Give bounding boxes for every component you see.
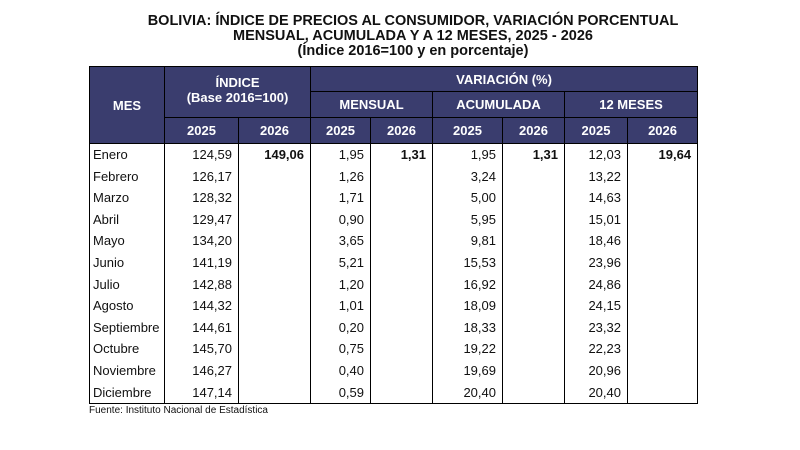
value-cell: 1,31	[371, 144, 433, 166]
month-cell: Julio	[90, 274, 165, 296]
value-cell: 3,24	[433, 166, 503, 188]
title-line-3: (Índice 2016=100 y en porcentaje)	[297, 43, 529, 59]
value-cell: 3,65	[311, 230, 371, 252]
value-cell: 134,20	[165, 230, 239, 252]
month-cell: Marzo	[90, 187, 165, 209]
value-cell: 23,32	[565, 317, 628, 339]
table-row	[90, 252, 698, 274]
month-cell: Noviembre	[90, 360, 165, 382]
month-cell: Octubre	[90, 338, 165, 360]
month-cell: Enero	[90, 144, 165, 166]
table-title	[88, 14, 738, 59]
value-cell: 145,70	[165, 338, 239, 360]
value-cell	[503, 295, 565, 317]
value-cell: 1,01	[311, 295, 371, 317]
year-header: 2026	[503, 118, 565, 144]
value-cell	[503, 274, 565, 296]
table-row	[90, 274, 698, 296]
value-cell	[371, 252, 433, 274]
year-header: 2025	[565, 118, 628, 144]
value-cell: 1,95	[433, 144, 503, 166]
value-cell: 5,95	[433, 209, 503, 231]
value-cell: 147,14	[165, 382, 239, 404]
value-cell	[371, 360, 433, 382]
value-cell: 1,26	[311, 166, 371, 188]
month-cell: Febrero	[90, 166, 165, 188]
column-header-mes: MES	[90, 67, 165, 144]
month-cell: Junio	[90, 252, 165, 274]
table-row	[90, 317, 698, 339]
value-cell	[239, 252, 311, 274]
value-cell: 18,46	[565, 230, 628, 252]
value-cell: 13,22	[565, 166, 628, 188]
value-cell: 128,32	[165, 187, 239, 209]
value-cell: 1,71	[311, 187, 371, 209]
value-cell	[239, 187, 311, 209]
table-row	[90, 382, 698, 404]
value-cell: 18,33	[433, 317, 503, 339]
value-cell: 1,31	[503, 144, 565, 166]
value-cell	[239, 274, 311, 296]
year-header: 2026	[628, 118, 698, 144]
year-header: 2026	[371, 118, 433, 144]
table-row	[90, 230, 698, 252]
year-header: 2026	[239, 118, 311, 144]
value-cell: 24,15	[565, 295, 628, 317]
month-cell: Abril	[90, 209, 165, 231]
table-row	[90, 144, 698, 166]
value-cell	[239, 166, 311, 188]
indice-label: ÍNDICE	[215, 75, 260, 90]
value-cell	[503, 317, 565, 339]
value-cell: 124,59	[165, 144, 239, 166]
value-cell: 14,63	[565, 187, 628, 209]
value-cell	[628, 338, 698, 360]
value-cell	[371, 382, 433, 404]
value-cell: 5,21	[311, 252, 371, 274]
value-cell: 15,01	[565, 209, 628, 231]
value-cell: 12,03	[565, 144, 628, 166]
table-row	[90, 166, 698, 188]
value-cell	[371, 209, 433, 231]
value-cell: 22,23	[565, 338, 628, 360]
column-header-variacion: VARIACIÓN (%)	[311, 67, 698, 92]
value-cell: 9,81	[433, 230, 503, 252]
value-cell	[628, 230, 698, 252]
value-cell: 0,20	[311, 317, 371, 339]
table-row	[90, 295, 698, 317]
value-cell: 19,69	[433, 360, 503, 382]
table-row	[90, 209, 698, 231]
column-header-indice	[165, 67, 311, 118]
value-cell	[371, 317, 433, 339]
value-cell	[628, 360, 698, 382]
value-cell: 0,40	[311, 360, 371, 382]
value-cell: 142,88	[165, 274, 239, 296]
value-cell: 129,47	[165, 209, 239, 231]
value-cell	[239, 360, 311, 382]
value-cell	[628, 187, 698, 209]
value-cell: 19,64	[628, 144, 698, 166]
title-line-1: BOLIVIA: ÍNDICE DE PRECIOS AL CONSUMIDOR, VARIACIÓN PORCENTUAL	[147, 13, 679, 29]
value-cell	[628, 382, 698, 404]
value-cell	[239, 209, 311, 231]
value-cell	[239, 338, 311, 360]
column-header-12-meses: 12 MESES	[565, 92, 698, 118]
value-cell: 146,27	[165, 360, 239, 382]
column-header-acumulada: ACUMULADA	[433, 92, 565, 118]
value-cell: 18,09	[433, 295, 503, 317]
value-cell	[628, 317, 698, 339]
value-cell	[628, 274, 698, 296]
value-cell	[503, 230, 565, 252]
value-cell: 23,96	[565, 252, 628, 274]
title-line-2: MENSUAL, ACUMULADA Y A 12 MESES, 2025 - 2026	[233, 28, 593, 44]
value-cell: 144,32	[165, 295, 239, 317]
column-header-mensual: MENSUAL	[311, 92, 433, 118]
month-cell: Mayo	[90, 230, 165, 252]
source-note: Fuente: Instituto Nacional de Estadística	[89, 405, 268, 416]
value-cell	[239, 295, 311, 317]
table-row	[90, 338, 698, 360]
value-cell	[628, 166, 698, 188]
month-cell: Diciembre	[90, 382, 165, 404]
value-cell	[503, 209, 565, 231]
value-cell: 20,40	[565, 382, 628, 404]
value-cell	[371, 187, 433, 209]
year-header: 2025	[311, 118, 371, 144]
value-cell	[628, 295, 698, 317]
ipc-table	[89, 66, 698, 404]
value-cell: 5,00	[433, 187, 503, 209]
value-cell	[371, 295, 433, 317]
year-header: 2025	[165, 118, 239, 144]
value-cell	[239, 382, 311, 404]
value-cell	[239, 230, 311, 252]
value-cell	[503, 360, 565, 382]
table-row	[90, 187, 698, 209]
value-cell: 0,59	[311, 382, 371, 404]
value-cell: 15,53	[433, 252, 503, 274]
value-cell	[371, 274, 433, 296]
value-cell	[503, 382, 565, 404]
value-cell	[371, 166, 433, 188]
value-cell	[628, 209, 698, 231]
value-cell: 16,92	[433, 274, 503, 296]
value-cell	[628, 252, 698, 274]
value-cell: 149,06	[239, 144, 311, 166]
value-cell: 0,90	[311, 209, 371, 231]
value-cell	[371, 338, 433, 360]
month-cell: Agosto	[90, 295, 165, 317]
value-cell: 19,22	[433, 338, 503, 360]
indice-base-label: (Base 2016=100)	[186, 90, 289, 105]
value-cell: 20,96	[565, 360, 628, 382]
value-cell: 1,95	[311, 144, 371, 166]
value-cell	[503, 338, 565, 360]
value-cell: 1,20	[311, 274, 371, 296]
value-cell	[239, 317, 311, 339]
value-cell	[371, 230, 433, 252]
value-cell: 24,86	[565, 274, 628, 296]
value-cell: 141,19	[165, 252, 239, 274]
table-row	[90, 360, 698, 382]
year-header: 2025	[433, 118, 503, 144]
value-cell	[503, 252, 565, 274]
value-cell: 126,17	[165, 166, 239, 188]
value-cell: 20,40	[433, 382, 503, 404]
value-cell: 144,61	[165, 317, 239, 339]
value-cell	[503, 166, 565, 188]
value-cell: 0,75	[311, 338, 371, 360]
month-cell: Septiembre	[90, 317, 165, 339]
value-cell	[503, 187, 565, 209]
